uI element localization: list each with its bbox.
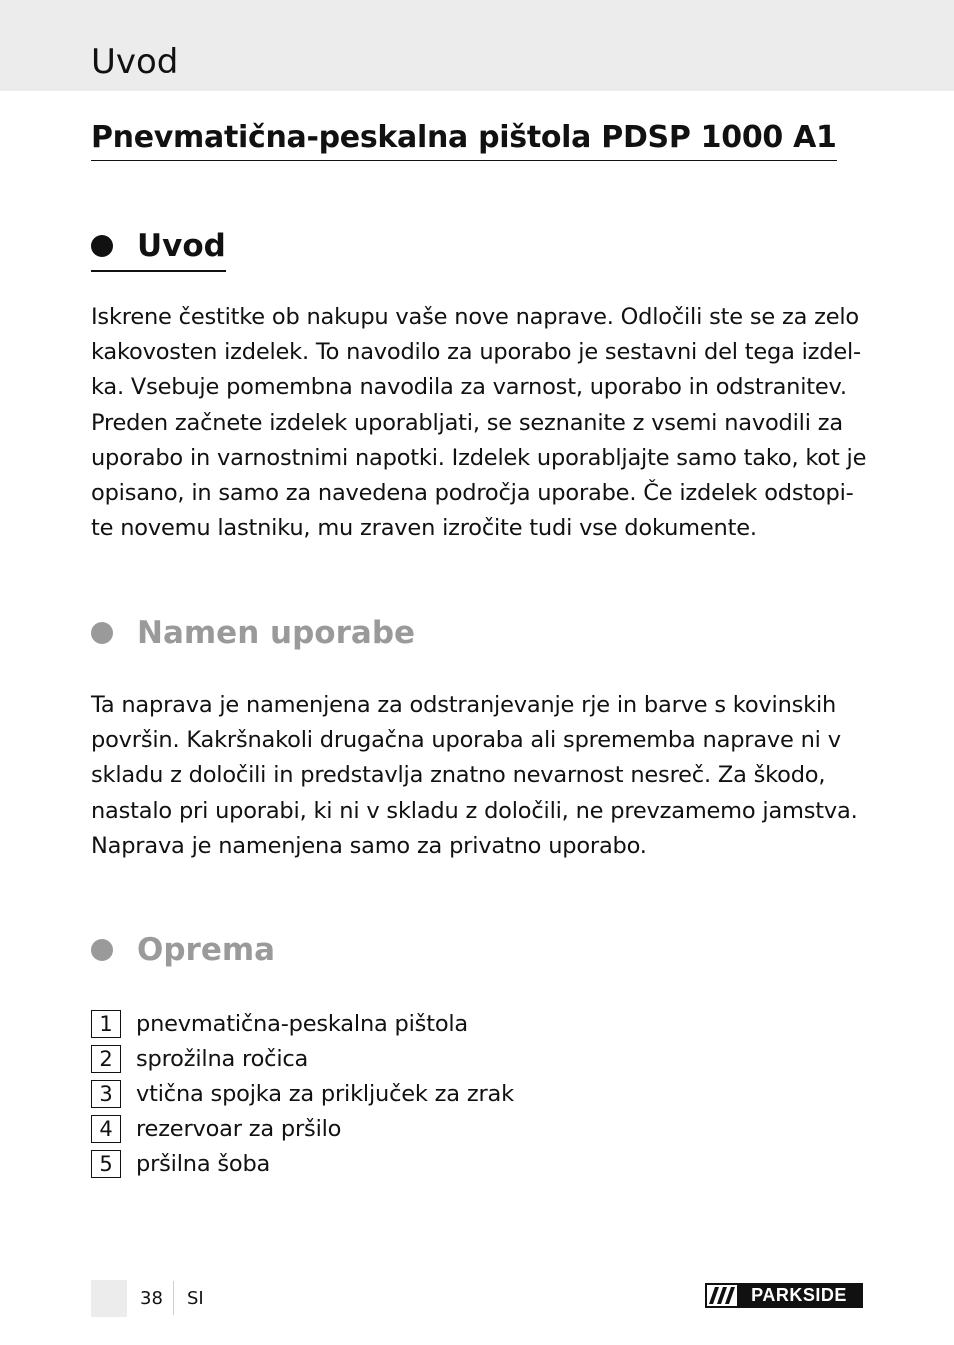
- paragraph-line: Naprava je namenjena samo za privatno uporabo.: [91, 832, 647, 859]
- intro-paragraph: [91, 300, 867, 546]
- paragraph-line: Ta naprava je namenjena za odstranjevanje rje in barve s kovinskih: [91, 692, 837, 718]
- paragraph-line: te novemu lastniku, mu zraven izročite tudi vse dokumente.: [91, 515, 757, 542]
- part-number-box: 1: [91, 1010, 121, 1038]
- list-item: [91, 1112, 514, 1147]
- paragraph-line: nastalo pri uporabi, ki ni v skladu z določili, ne prevzamemo jamstva.: [91, 797, 858, 824]
- bullet-icon: [91, 622, 113, 644]
- bullet-icon: [91, 939, 113, 961]
- section-heading-equipment: [91, 928, 275, 972]
- parts-list: [91, 1006, 514, 1182]
- page-header-title: Uvod: [91, 42, 179, 82]
- bullet-icon: [91, 235, 113, 257]
- part-number-box: 3: [91, 1080, 121, 1108]
- list-item: [91, 1147, 514, 1182]
- paragraph-line: skladu z določili in predstavlja znatno nevarnost nesreč. Za škodo,: [91, 762, 826, 789]
- part-label: pnevmatična-peskalna pištola: [136, 1010, 469, 1037]
- part-label: pršilna šoba: [136, 1151, 271, 1178]
- list-item: [91, 1006, 514, 1041]
- part-label: rezervoar za pršilo: [136, 1116, 342, 1143]
- part-label: sprožilna ročica: [136, 1045, 309, 1072]
- document-title: Pnevmatična-peskalna pištola PDSP 1000 A1: [91, 118, 837, 161]
- paragraph-line: opisano, in samo za navedena področja uporabe. Če izdelek odstopi-: [91, 480, 854, 507]
- section-heading-label: Oprema: [137, 932, 276, 968]
- page-number: 38: [140, 1288, 163, 1309]
- section-heading-label: Uvod: [137, 228, 226, 264]
- logo-wordmark: PARKSIDE: [737, 1285, 861, 1306]
- section-heading-label: Namen uporabe: [137, 615, 416, 651]
- paragraph-line: Iskrene čestitke ob nakupu vaše nove naprave. Odločili ste se za zelo: [91, 304, 859, 330]
- section-heading-purpose: [91, 611, 415, 655]
- parkside-logo: [705, 1283, 863, 1308]
- part-number-box: 2: [91, 1045, 121, 1073]
- paragraph-line: ka. Vsebuje pomembna navodila za varnost, uporabo in odstranitev.: [91, 374, 847, 401]
- logo-stripes-icon: [707, 1285, 737, 1306]
- footer-divider: [173, 1281, 174, 1315]
- part-number-box: 4: [91, 1115, 121, 1143]
- paragraph-line: kakovosten izdelek. To navodilo za uporabo je sestavni del tega izdel-: [91, 339, 861, 366]
- list-item: [91, 1076, 514, 1111]
- footer-marker: [91, 1280, 127, 1317]
- part-number-box: 5: [91, 1150, 121, 1178]
- part-label: vtična spojka za priključek za zrak: [136, 1080, 514, 1107]
- purpose-paragraph: [91, 688, 867, 864]
- section-heading-intro: [91, 224, 226, 272]
- paragraph-line: površin. Kakršnakoli drugačna uporaba ali sprememba naprave ni v: [91, 727, 841, 754]
- paragraph-line: Preden začnete izdelek uporabljati, se seznanite z vsemi navodili za: [91, 409, 843, 436]
- language-code: SI: [187, 1288, 204, 1309]
- list-item: [91, 1041, 514, 1076]
- paragraph-line: uporabo in varnostnimi napotki. Izdelek uporabljajte samo tako, kot je: [91, 444, 867, 471]
